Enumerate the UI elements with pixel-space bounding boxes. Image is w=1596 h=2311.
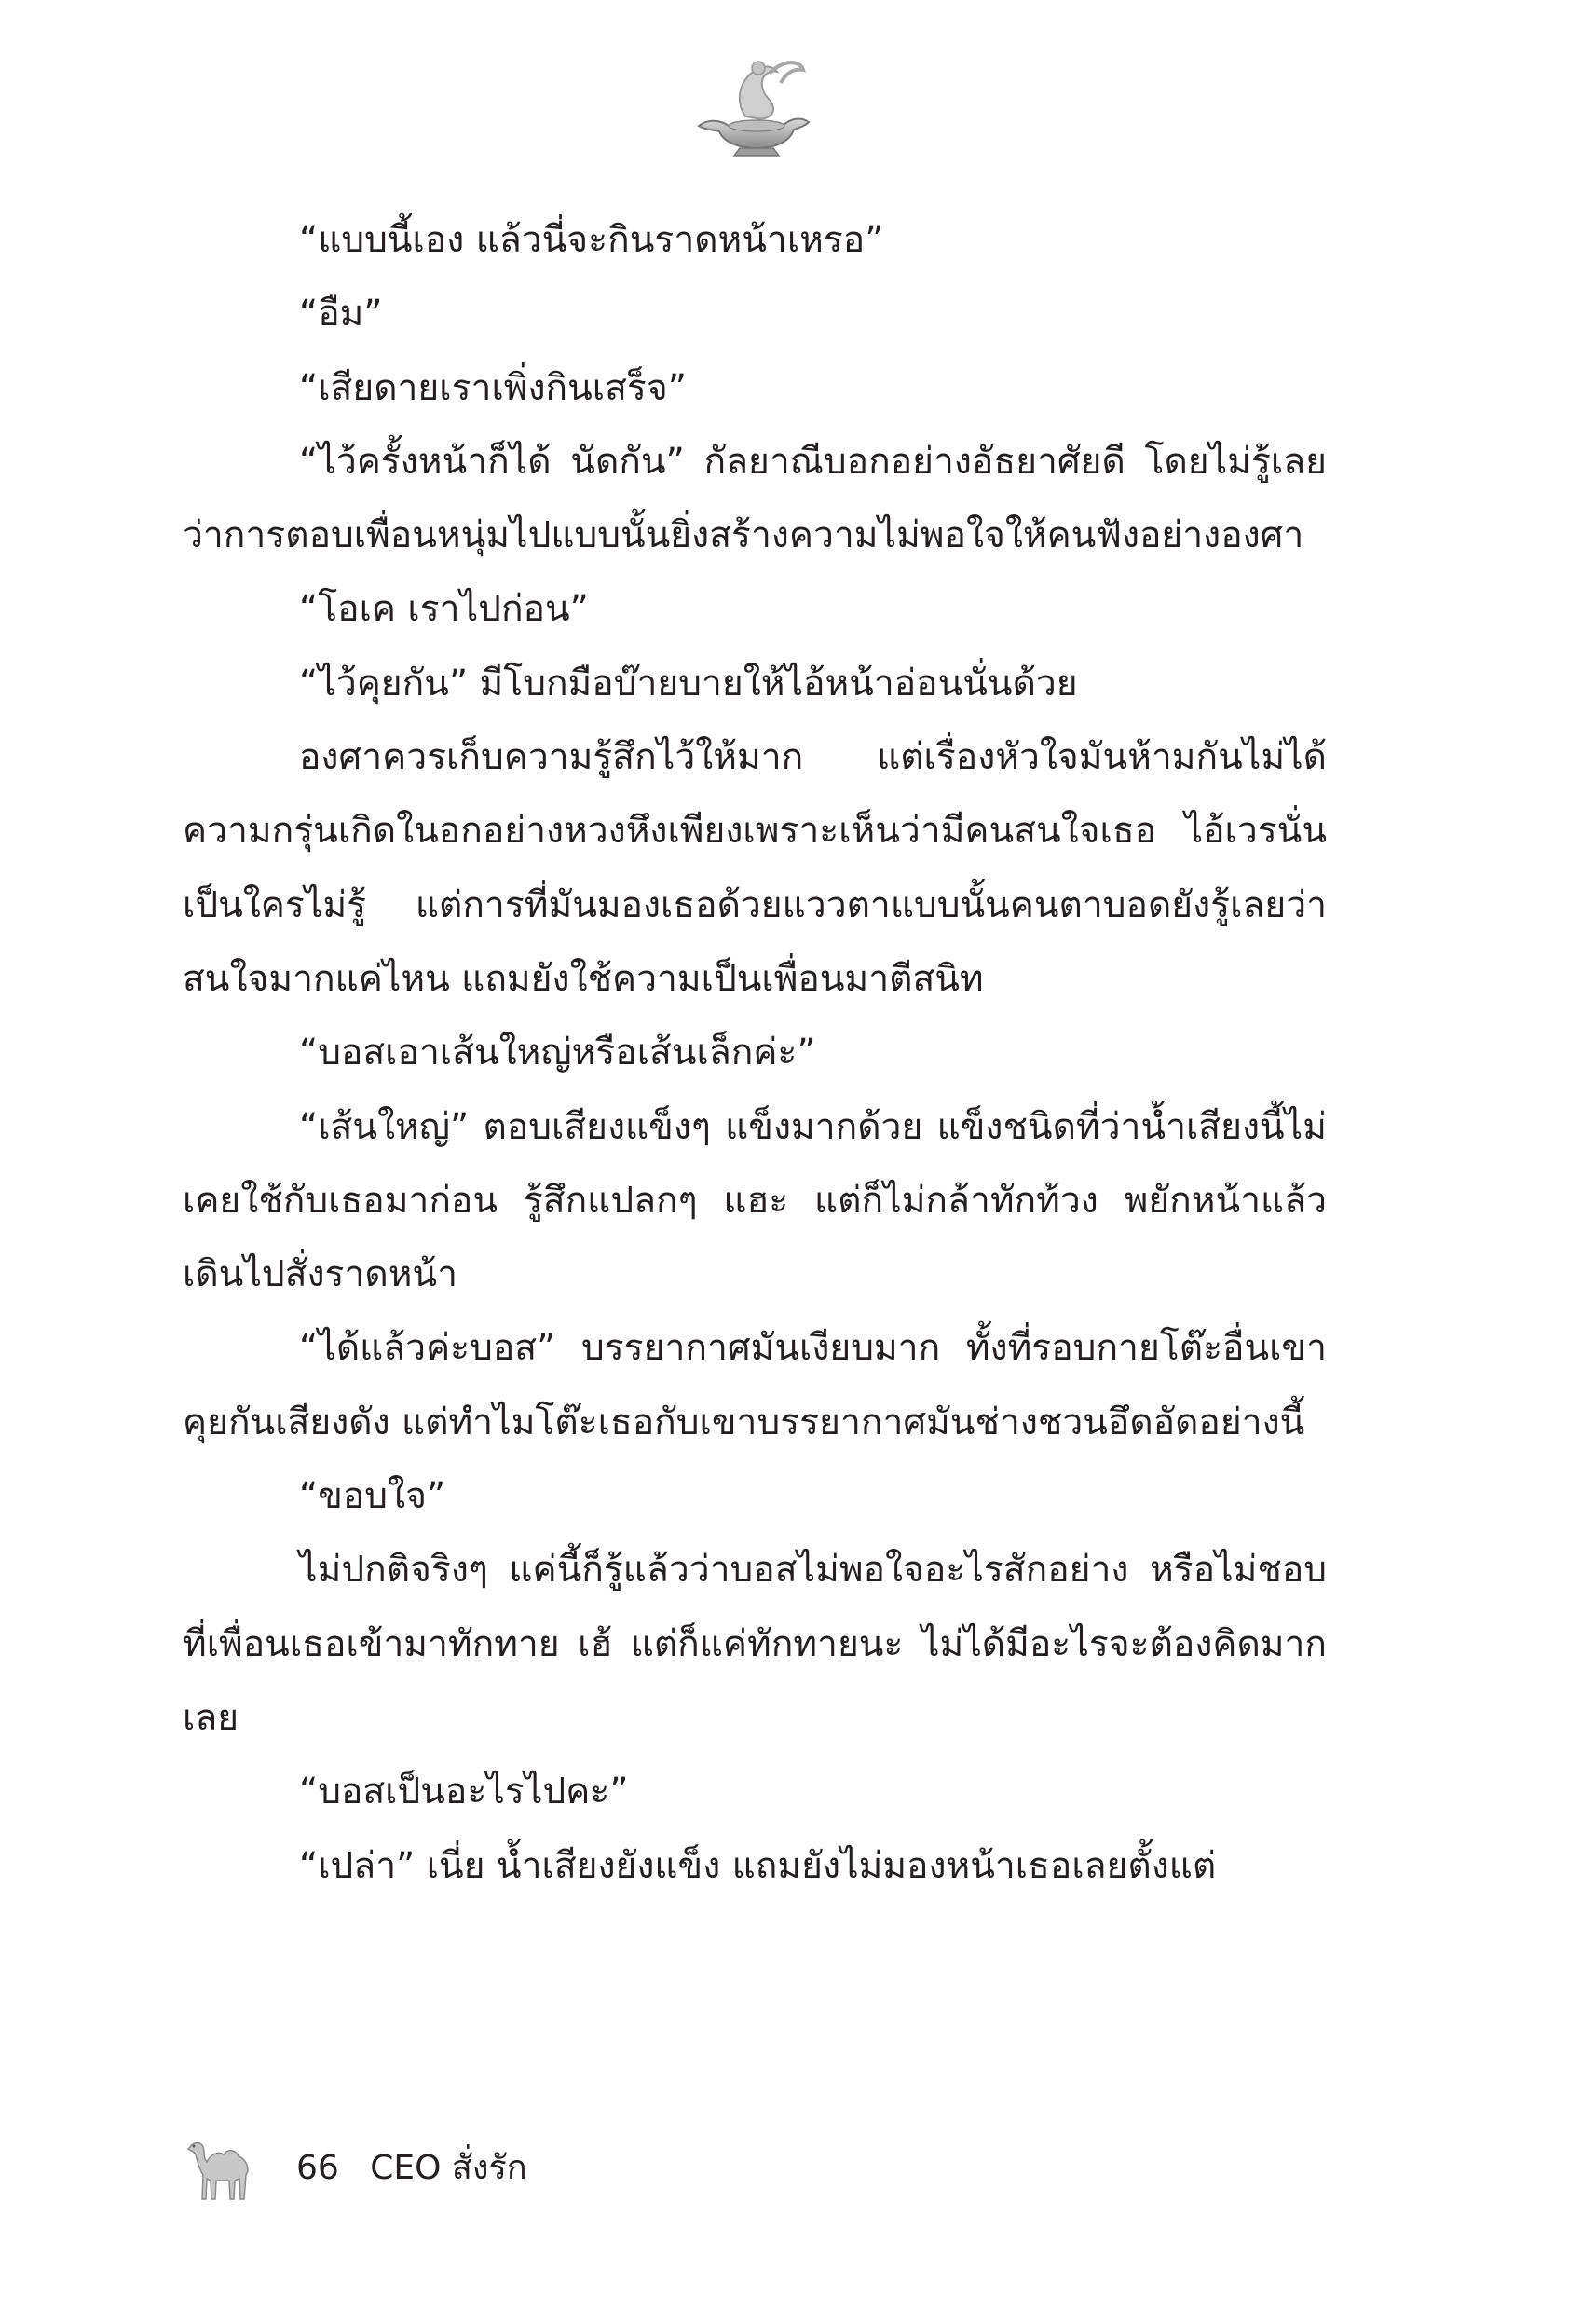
page-footer [296, 2145, 548, 2192]
paragraph: “เปล่า” เนี่ย น้ำเสียงยังแข็ง แถมยังไม่มองหน้าเธอเลยตั้งแต่ [299, 1844, 1217, 1887]
book-title: CEO สั่งรัก [370, 2149, 527, 2187]
paragraph: “ขอบใจ” [299, 1475, 446, 1518]
paragraph: “ไว้คุยกัน” มีโบกมือบ๊ายบายให้ไอ้หน้าอ่อนนั่นด้วย [299, 662, 1078, 704]
paragraph: องศาควรเก็บความรู้สึกไว้ให้มาก แต่เรื่องหัวใจมันห้ามกันไม่ได้ ความกรุ่นเกิดในอกอย่างหวงหึงเพียงเพราะเห็นว่ามีคนสนใจเธอ ไอ้เวรนั่นเป็นใครไม่รู้ แต่การที่มันมองเธอด้วยแววตาแบบนั้นคนตาบอดยังรู้เลยว่าสนใจมากแค่ไหน แถมยังใช้ความเป็นเพื่อนมาตีสนิท [183, 736, 1327, 1000]
paragraph: “บอสเอาเส้นใหญ่หรือเส้นเล็กค่ะ” [299, 1032, 816, 1074]
paragraph: ไม่ปกติจริงๆ แค่นี้ก็รู้แล้วว่าบอสไม่พอใจอะไรสักอย่าง หรือไม่ชอบที่เพื่อนเธอเข้ามาทักทาย เฮ้ แต่ก็แค่ทักทายนะ ไม่ได้มีอะไรจะต้องคิดมากเลย [183, 1549, 1327, 1739]
genie-lamp-icon [680, 51, 820, 163]
paragraph: “บอสเป็นอะไรไปคะ” [299, 1771, 629, 1813]
paragraph: “เสียดายเราเพิ่งกินเสร็จ” [299, 366, 687, 409]
body-text [183, 203, 1327, 1903]
paragraph: “ไว้ครั้งหน้าก็ได้ นัดกัน” กัลยาณีบอกอย่างอัธยาศัยดี โดยไม่รู้เลยว่าการตอบเพื่อนหนุ่มไปแบบนั้นยิ่งสร้างความไม่พอใจให้คนฟังอย่างองศา [183, 440, 1327, 557]
page-number: 66 [296, 2149, 339, 2187]
camel-icon [183, 2134, 257, 2204]
paragraph: “อืม” [299, 293, 383, 335]
paragraph: “เส้นใหญ่” ตอบเสียงแข็งๆ แข็งมากด้วย แข็งชนิดที่ว่าน้ำเสียงนี้ไม่เคยใช้กับเธอมาก่อน รู้สึกแปลกๆ แฮะ แต่ก็ไม่กล้าทักท้วง พยักหน้าแล้วเดินไปสั่งราดหน้า [183, 1105, 1327, 1296]
paragraph: “แบบนี้เอง แล้วนี่จะกินราดหน้าเหรอ” [299, 219, 884, 261]
paragraph: “โอเค เราไปก่อน” [299, 588, 589, 631]
paragraph: “ได้แล้วค่ะบอส” บรรยากาศมันเงียบมาก ทั้งที่รอบกายโต๊ะอื่นเขาคุยกันเสียงดัง แต่ทำไมโต๊ะเธอกับเขาบรรยากาศมันช่างชวนอึดอัดอย่างนี้ [183, 1327, 1327, 1443]
